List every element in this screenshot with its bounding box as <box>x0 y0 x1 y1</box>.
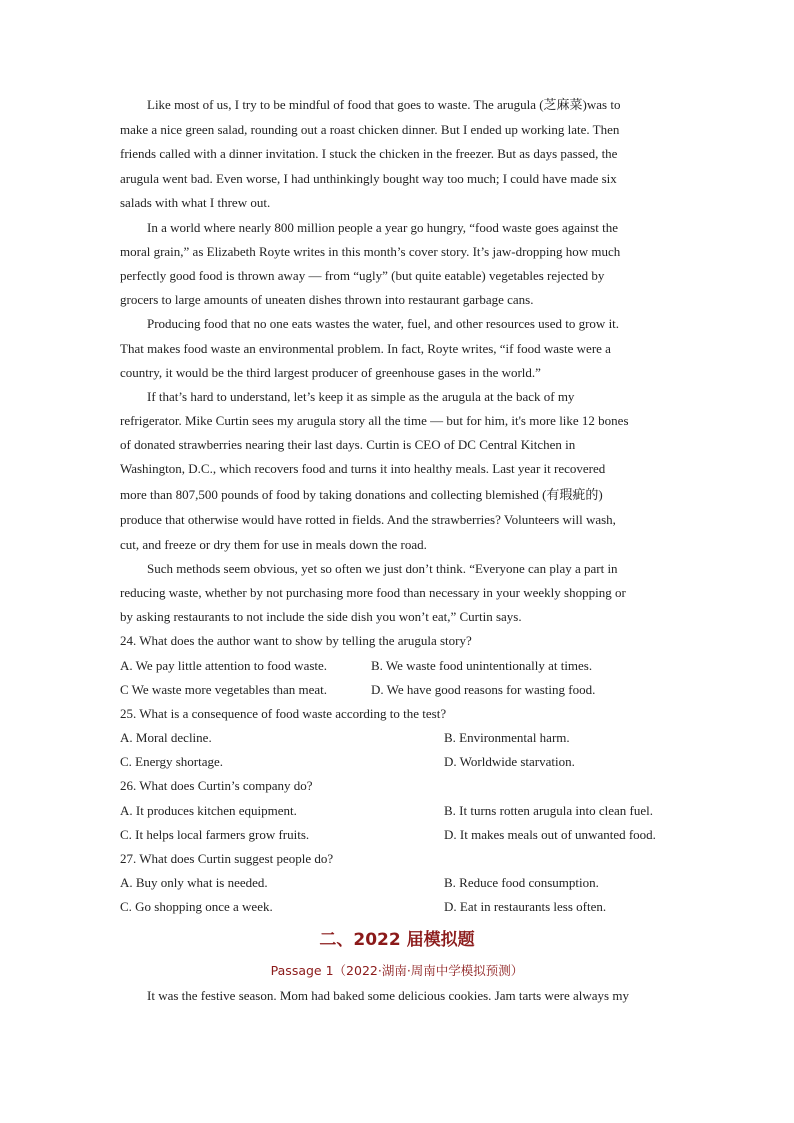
paragraph-4-line-4: Washington, D.C., which recovers food and turns it into healthy meals. Last year it recovered <box>120 461 606 476</box>
paragraph-1-line-2: make a nice green salad, rounding out a roast chicken dinner. But I ended up working late. Then <box>120 122 620 137</box>
paragraph-3-line-3: country, it would be the third largest producer of greenhouse gases in the world.” <box>120 365 541 380</box>
paragraph-5-line-1: Such methods seem obvious, yet so often we just don’t think. “Everyone can play a part in <box>147 561 618 576</box>
passage-1-line-1: It was the festive season. Mom had baked some delicious cookies. Jam tarts were always my <box>147 988 629 1003</box>
paragraph-3-line-1: Producing food that no one eats wastes the water, fuel, and other resources used to grow it. <box>147 316 620 331</box>
question-25-option-a: A. Moral decline. <box>120 730 212 745</box>
question-26-option-c: C. It helps local farmers grow fruits. <box>120 827 310 842</box>
paragraph-4-line-5: more than 807,500 pounds of food by taking donations and collecting blemished (有瑕疵的) <box>120 487 603 502</box>
paragraph-4-line-7: cut, and freeze or dry them for use in meals down the road. <box>120 537 427 552</box>
paragraph-2-line-4: grocers to large amounts of uneaten dishes thrown into restaurant garbage cans. <box>120 292 534 307</box>
question-25-option-c: C. Energy shortage. <box>120 754 224 769</box>
question-27-option-b: B. Reduce food consumption. <box>444 875 599 890</box>
paragraph-3-line-2: That makes food waste an environmental problem. In fact, Royte writes, “if food waste were a <box>120 341 611 356</box>
question-24-stem: 24. What does the author want to show by telling the arugula story? <box>120 633 472 648</box>
paragraph-4-line-3: of donated strawberries nearing their last days. Curtin is CEO of DC Central Kitchen in <box>120 437 576 452</box>
question-26-option-a: A. It produces kitchen equipment. <box>120 803 297 818</box>
question-25-option-b: B. Environmental harm. <box>444 730 570 745</box>
question-27-option-d: D. Eat in restaurants less often. <box>444 899 607 914</box>
question-24-option-a: A. We pay little attention to food waste. <box>120 658 328 673</box>
paragraph-1-line-5: salads with what I threw out. <box>120 195 271 210</box>
question-27-stem: 27. What does Curtin suggest people do? <box>120 851 334 866</box>
paragraph-1-line-4: arugula went bad. Even worse, I had unthinkingly bought way too much; I could have made six <box>120 171 617 186</box>
paragraph-5-line-2: reducing waste, whether by not purchasing more food than necessary in your weekly shopping or <box>120 585 626 600</box>
question-27-option-c: C. Go shopping once a week. <box>120 899 273 914</box>
question-27-option-a: A. Buy only what is needed. <box>120 875 268 890</box>
question-25-option-d: D. Worldwide starvation. <box>444 754 575 769</box>
paragraph-1-line-3: friends called with a dinner invitation. I stuck the chicken in the freezer. But as days passed, the <box>120 146 618 161</box>
question-26-stem: 26. What does Curtin’s company do? <box>120 778 313 793</box>
question-24-option-c: C We waste more vegetables than meat. <box>120 682 328 697</box>
paragraph-5-line-3: by asking restaurants to not include the side dish you won’t eat,” Curtin says. <box>120 609 522 624</box>
paragraph-4-line-2: refrigerator. Mike Curtin sees my arugula story all the time — but for him, it's more like 12 bones <box>120 413 629 428</box>
paragraph-2-line-2: moral grain,” as Elizabeth Royte writes in this month’s cover story. It’s jaw-dropping how much <box>120 244 621 259</box>
question-26-option-b: B. It turns rotten arugula into clean fuel. <box>444 803 654 818</box>
paragraph-2-line-3: perfectly good food is thrown away — from “ugly” (but quite eatable) vegetables rejected by <box>120 268 605 283</box>
paragraph-4-line-1: If that’s hard to understand, let’s keep it as simple as the arugula at the back of my <box>147 389 575 404</box>
question-26-option-d: D. It makes meals out of unwanted food. <box>444 827 656 842</box>
question-24-option-d: D. We have good reasons for wasting food. <box>371 682 596 697</box>
section-title: 二、2022 届模拟题 <box>319 930 475 950</box>
passage-title: Passage 1（2022·湖南·周南中学模拟预测） <box>270 963 524 978</box>
paragraph-2-line-1: In a world where nearly 800 million people a year go hungry, “food waste goes against the <box>147 220 618 235</box>
question-25-stem: 25. What is a consequence of food waste according to the test? <box>120 706 447 721</box>
paragraph-1-line-1: Like most of us, I try to be mindful of food that goes to waste. The arugula (芝麻菜)was to <box>147 97 621 112</box>
question-24-option-b: B. We waste food unintentionally at times. <box>371 658 593 673</box>
paragraph-4-line-6: produce that otherwise would have rotted in fields. And the strawberries? Volunteers will wash, <box>120 512 616 527</box>
